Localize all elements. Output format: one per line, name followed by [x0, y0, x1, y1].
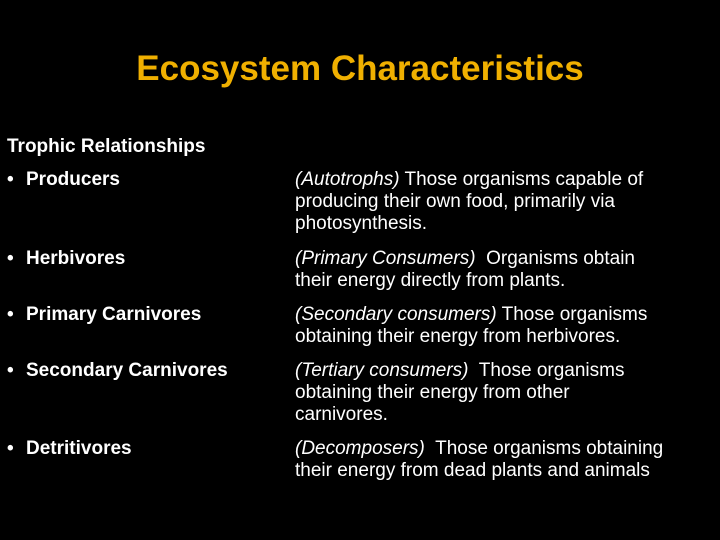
bullet-icon: •	[7, 304, 14, 325]
section-heading: Trophic Relationships	[7, 136, 206, 157]
term-label: Producers	[26, 169, 120, 190]
definition-line: photosynthesis.	[295, 213, 428, 234]
bullet-icon: •	[7, 360, 14, 381]
definition-italic: (Tertiary consumers)	[295, 360, 469, 381]
definition-line: their energy directly from plants.	[295, 270, 566, 291]
definition-line: their energy from dead plants and animals	[295, 460, 650, 481]
definition-text: Those organisms	[468, 360, 625, 381]
term-producers	[7, 169, 120, 191]
definition-line: carnivores.	[295, 404, 388, 425]
bullet-icon: •	[7, 169, 14, 190]
definition-line	[295, 438, 715, 460]
definition-line	[295, 304, 715, 326]
term-secondary-carnivores	[7, 360, 228, 382]
definition-primary-carnivores	[295, 304, 715, 348]
definition-italic: (Primary Consumers)	[295, 248, 476, 269]
bullet-icon: •	[7, 248, 14, 269]
definition-detritivores	[295, 438, 715, 482]
term-detritivores	[7, 438, 132, 460]
slide-title: Ecosystem Characteristics	[136, 49, 584, 88]
definition-italic: (Secondary consumers)	[295, 304, 497, 325]
definition-text: Organisms obtain	[475, 248, 635, 269]
term-label: Secondary Carnivores	[26, 360, 228, 381]
definition-line	[295, 169, 715, 191]
term-label: Herbivores	[26, 248, 126, 269]
definition-producers	[295, 169, 715, 235]
definition-line	[295, 248, 715, 270]
definition-secondary-carnivores	[295, 360, 715, 426]
definition-italic: (Decomposers)	[295, 438, 425, 459]
term-label: Detritivores	[26, 438, 132, 459]
bullet-icon: •	[7, 438, 14, 459]
definition-text: Those organisms capable of	[399, 169, 644, 190]
term-label: Primary Carnivores	[26, 304, 202, 325]
definition-line: obtaining their energy from herbivores.	[295, 326, 621, 347]
definition-italic: (Autotrophs)	[295, 169, 400, 190]
definition-line	[295, 360, 715, 382]
term-primary-carnivores	[7, 304, 201, 326]
definition-line: producing their own food, primarily via	[295, 191, 615, 212]
definition-herbivores	[295, 248, 715, 292]
definition-line: obtaining their energy from other	[295, 382, 570, 403]
definition-text: Those organisms	[496, 304, 648, 325]
definition-text: Those organisms obtaining	[424, 438, 664, 459]
term-herbivores	[7, 248, 125, 270]
